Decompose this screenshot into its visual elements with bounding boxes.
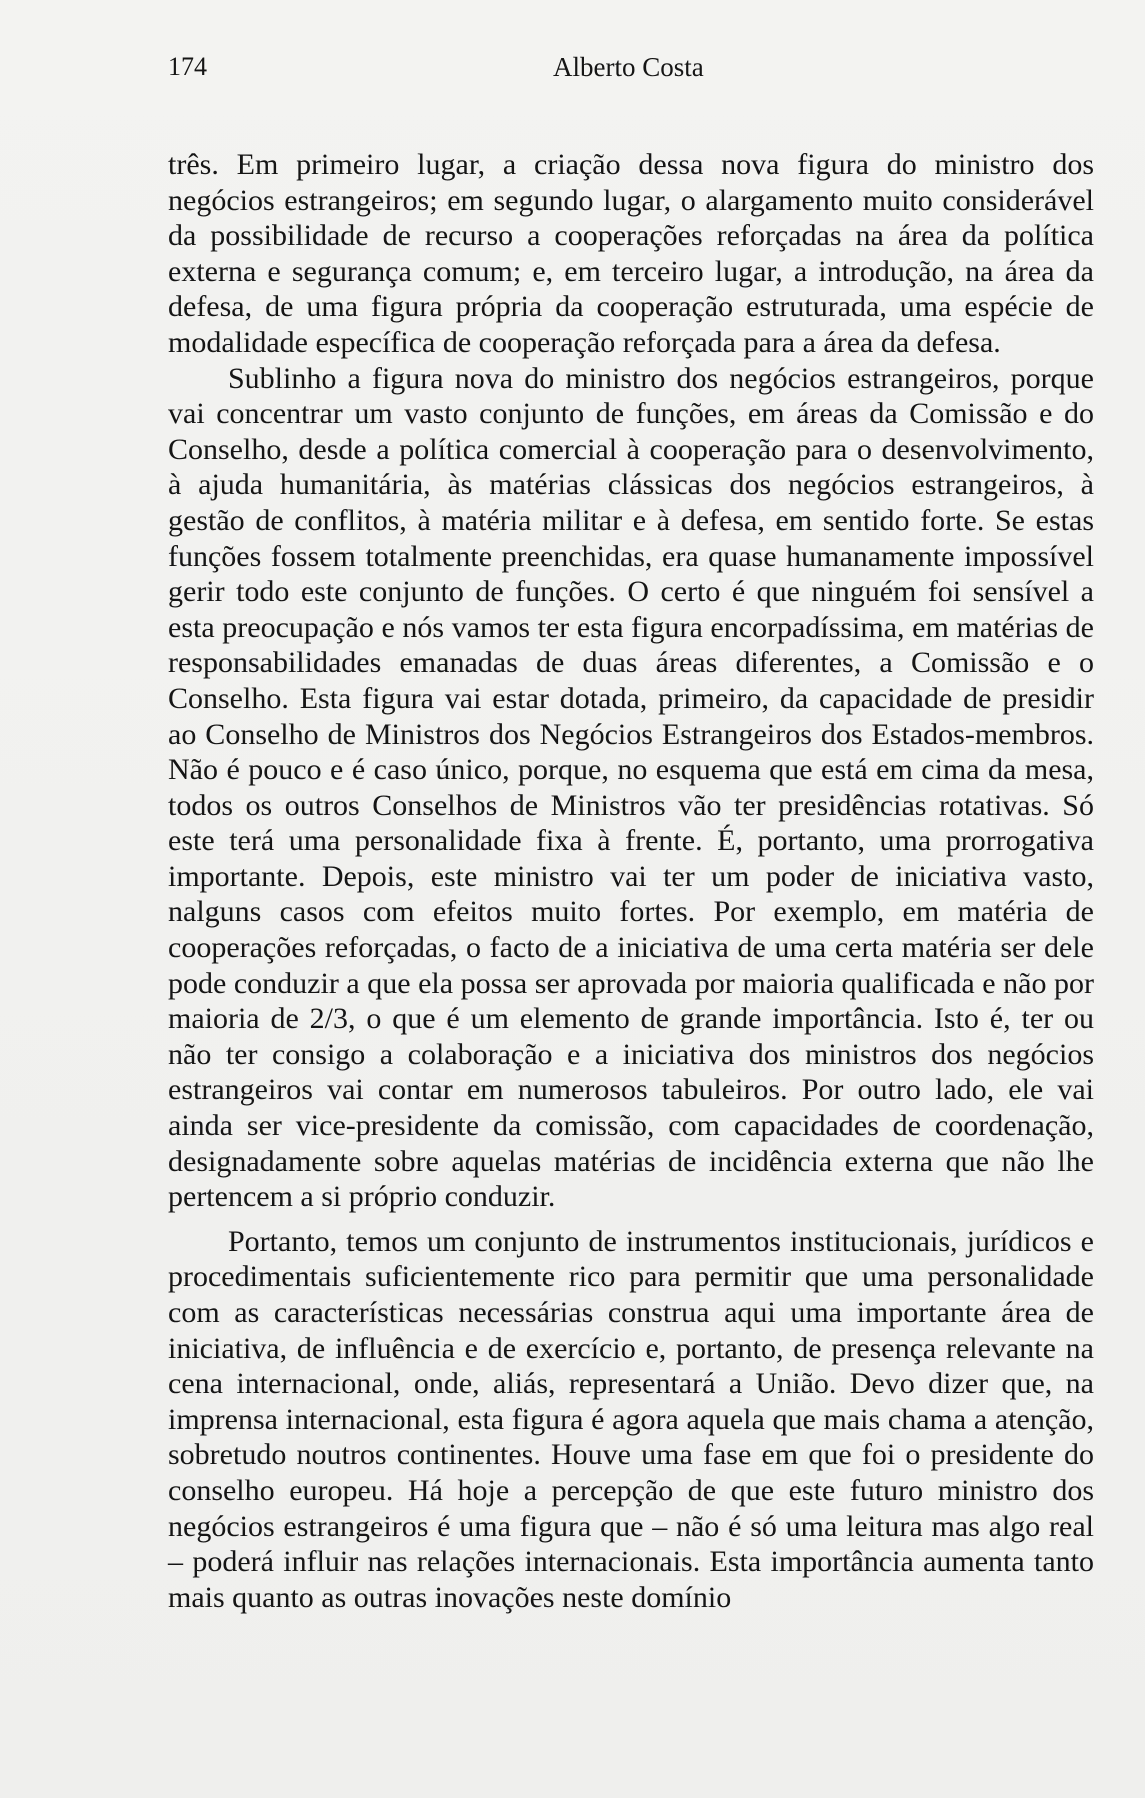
body-text (168, 147, 1094, 1615)
running-title: Alberto Costa (553, 52, 704, 82)
paragraph: três. Em primeiro lugar, a criação dessa nova figura do ministro dos negócios estrangeiros; em segundo lugar, o alargamento muito considerável da possibilidade de recurso a cooperações reforçadas na área da política externa e segurança comum; e, em terceiro lugar, a introdução, na área da defesa, de uma figura própria da cooperação estruturada, uma espécie de modalidade específica de cooperação reforçada para a área da defesa. (168, 148, 1094, 359)
page-number: 174 (168, 52, 207, 81)
paragraph: Sublinho a figura nova do ministro dos negócios estrangeiros, porque vai concentrar um vasto conjunto de funções, em áreas da Comissão e do Conselho, desde a política comercial à cooperação para o desenvolvimento, à ajuda humanitária, às matérias clássicas dos negócios estrangeiros, à gestão de conflitos, à matéria militar e à defesa, em sentido forte. Se estas funções fossem totalmente preenchidas, era quase humanamente impossível gerir todo este conjunto de funções. O certo é que ninguém foi sensível a esta preocupação e nós vamos ter esta figura encorpadíssima, em matérias de responsabilidades emanadas de duas áreas diferentes, a Comissão e o Conselho. Esta figura vai estar dotada, primeiro, da capacidade de presidir ao Conselho de Ministros dos Negócios Estrangeiros dos Estados-membros. Não é pouco e é caso único, porque, no esquema que está em cima da mesa, todos os outros Conselhos de Ministros vão ter presidências rotativas. Só este terá uma personalidade fixa à frente. É, portanto, uma prorrogativa importante. Depois, este ministro vai ter um poder de iniciativa vasto, nalguns casos com efeitos muito fortes. Por exemplo, em matéria de cooperações reforçadas, o facto de a iniciativa de uma certa matéria ser dele pode conduzir a que ela possa ser aprovada por maioria qualificada e não por maioria de 2/3, o que é um elemento de grande importância. Isto é, ter ou não ter consigo a colaboração e a iniciativa dos ministros dos negócios estrangeiros vai contar em numerosos tabuleiros. Por outro lado, ele vai ainda ser vice-presidente da comissão, com capacidades de coordenação, designadamente sobre aquelas matérias de incidência externa que não lhe pertencem a si próprio conduzir. (168, 361, 1094, 1214)
running-header (168, 50, 1098, 90)
paragraph: Portanto, temos um conjunto de instrumentos institucionais, jurídicos e procedimentais suficientemente rico para permitir que uma personalidade com as características necessárias construa aqui uma importante área de iniciativa, de influência e de exercício e, portanto, de presença relevante na cena internacional, onde, aliás, representará a União. Devo dizer que, na imprensa internacional, esta figura é agora aquela que mais chama a atenção, sobretudo noutros continentes. Houve uma fase em que foi o presidente do conselho europeu. Há hoje a percepção de que este futuro ministro dos negócios estrangeiros é uma figura que – não é só uma leitura mas algo real – poderá influir nas relações internacionais. Esta importância aumenta tanto mais quanto as outras inovações neste domínio (168, 1224, 1094, 1614)
